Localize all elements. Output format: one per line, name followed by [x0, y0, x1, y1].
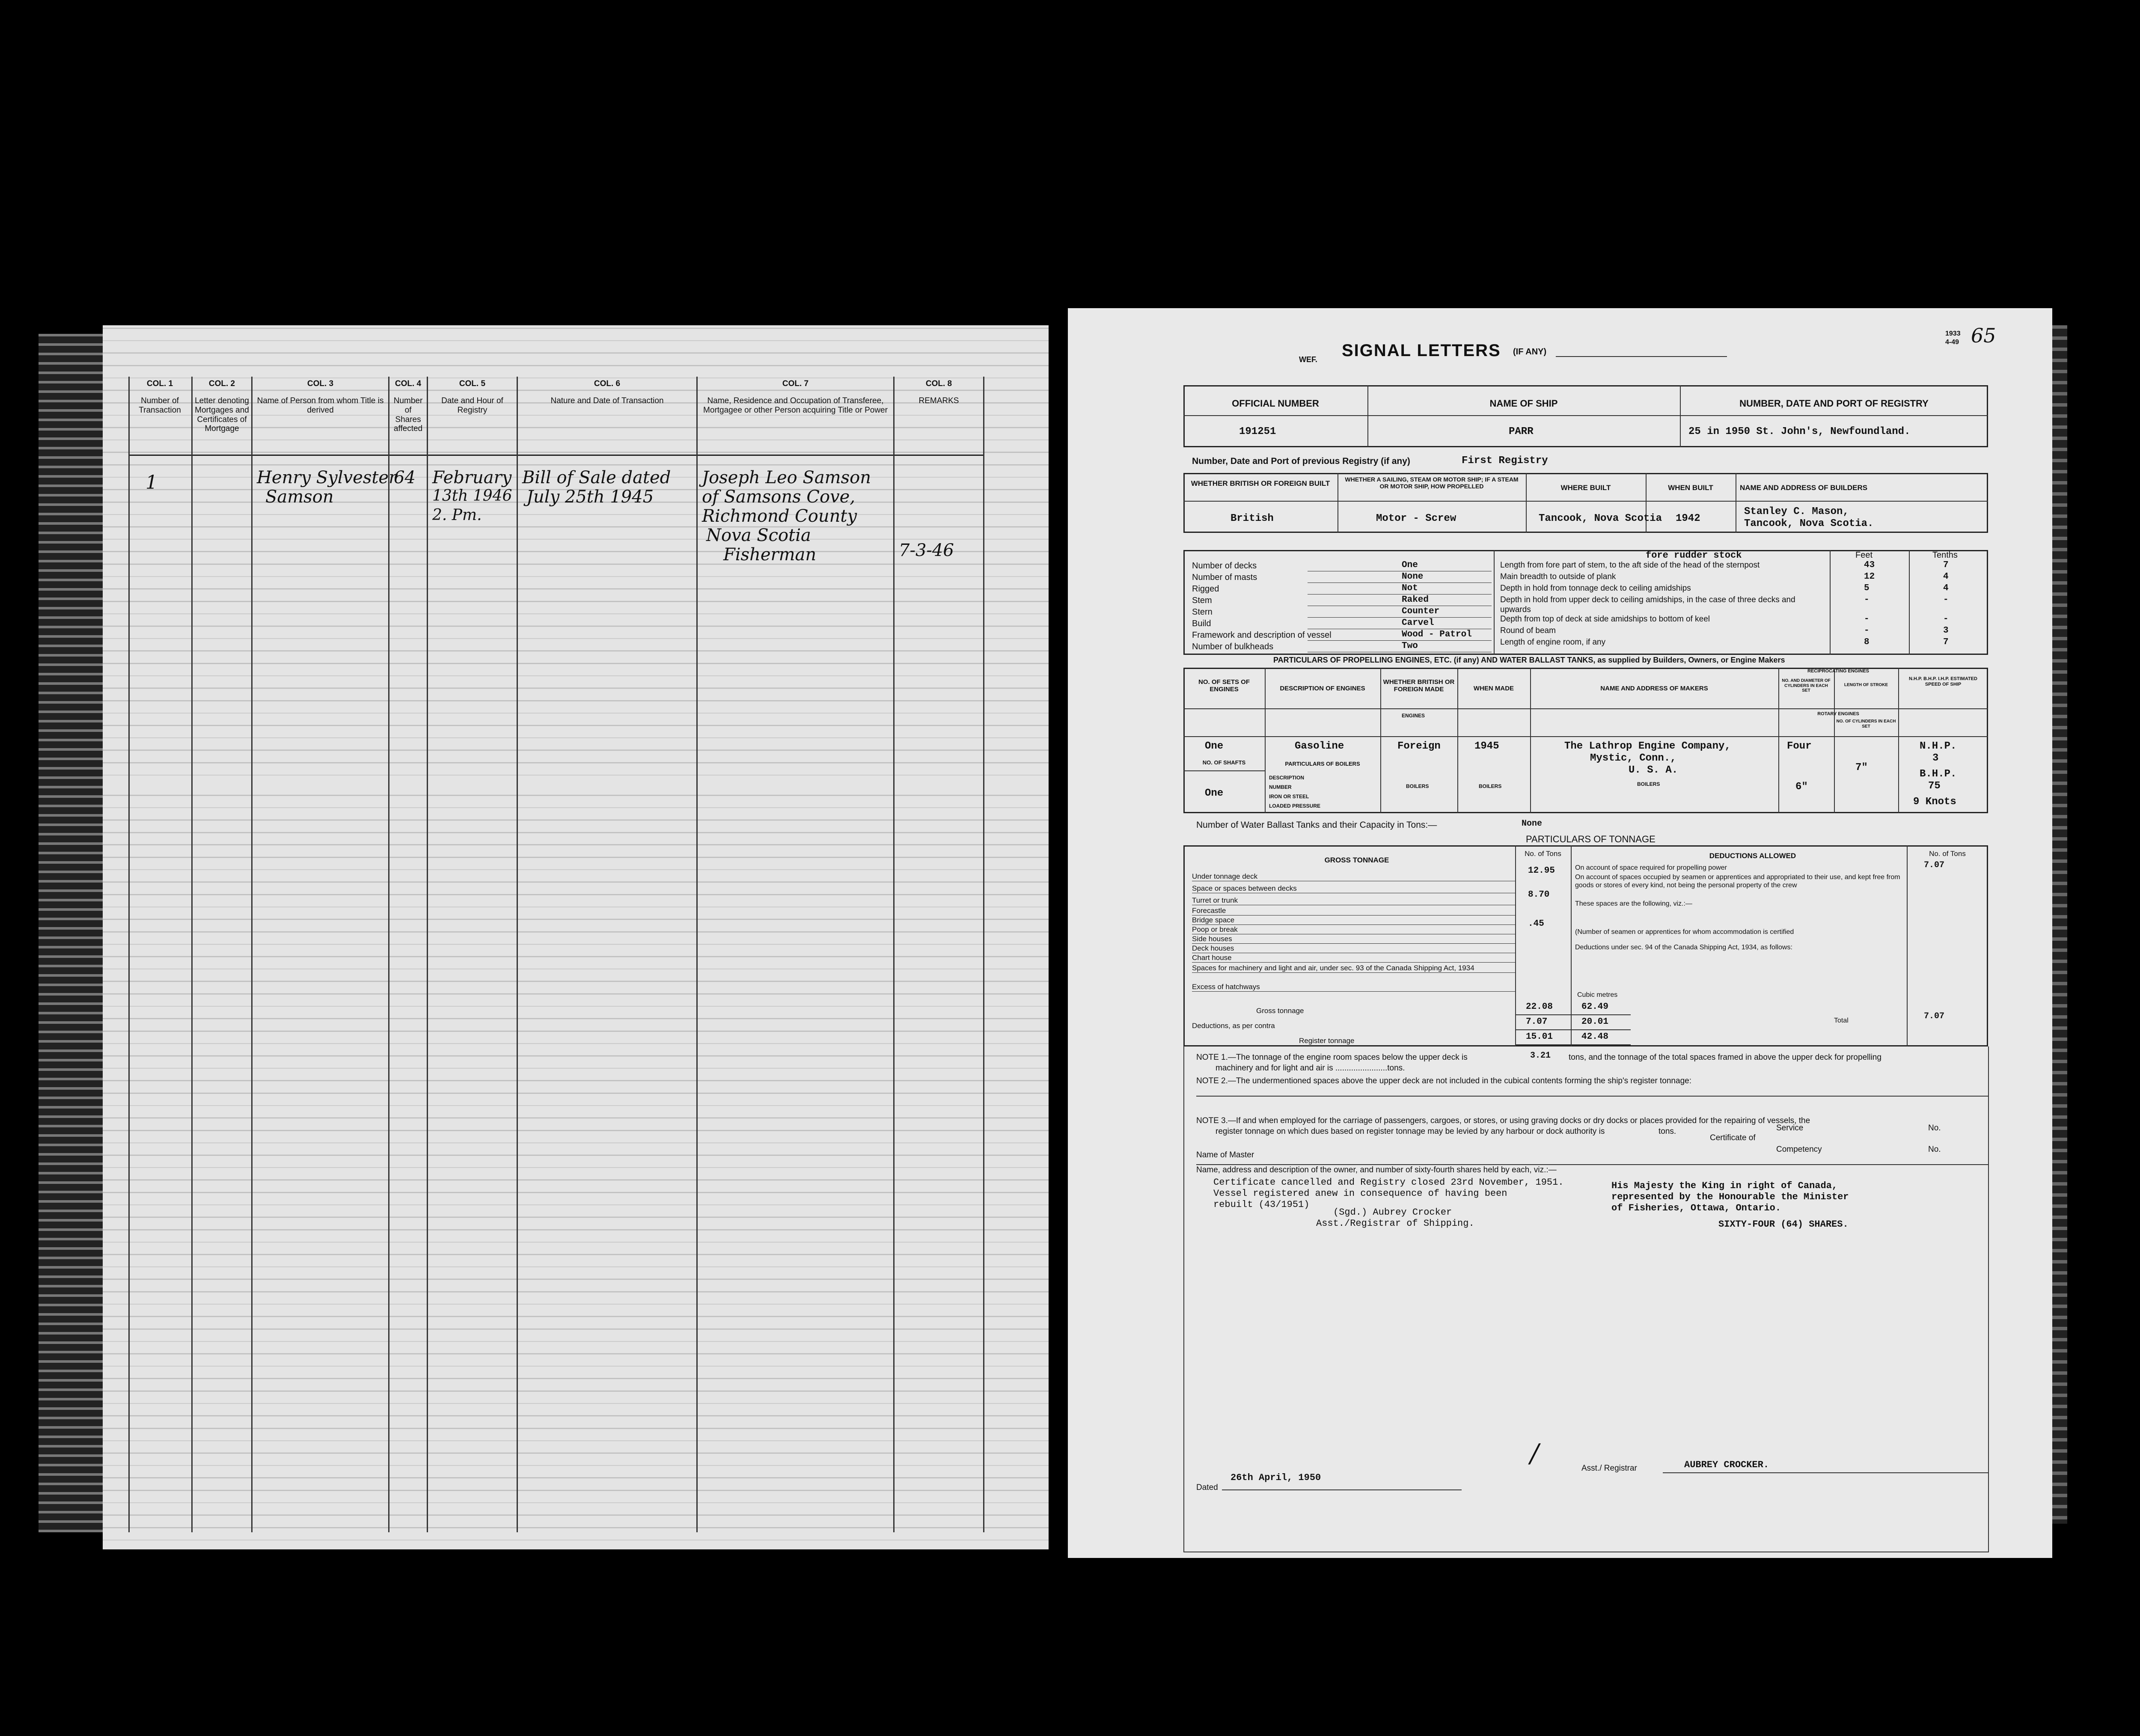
nhp: 3: [1932, 752, 1939, 764]
col5-header: COL. 5 Date and Hour of Registry: [428, 377, 518, 456]
competency-label: Competency: [1776, 1145, 1822, 1154]
ship-name-label: NAME OF SHIP: [1489, 398, 1558, 409]
col1-header: COL. 1 Number of Transaction: [128, 377, 193, 456]
deduction-item: On account of space required for propelling power: [1575, 864, 1727, 871]
row-rule: [1192, 991, 1515, 992]
engines-title: PARTICULARS OF PROPELLING ENGINES, ETC. (if any) AND WATER BALLAST TANKS, as supplied by Builders, Owners, or Engine Makers: [1273, 656, 1785, 664]
dimension-feet: -: [1864, 614, 1870, 624]
engine-when-label: WHEN MADE: [1473, 685, 1514, 692]
particular-value: Two: [1402, 641, 1418, 651]
dimension-label: Depth in hold from upper deck to ceiling amidships, in the case of three decks and upwards: [1500, 595, 1795, 614]
particular-value: Carvel: [1402, 618, 1434, 628]
gross-item-label: Deck houses: [1192, 944, 1234, 952]
deduction-item: These spaces are the following, viz.:—: [1575, 900, 1692, 907]
master-label: Name of Master: [1196, 1150, 1254, 1159]
row-rule: [1192, 915, 1515, 916]
builders-label: NAME AND ADDRESS OF BUILDERS: [1740, 484, 1868, 492]
signal-letters-label: SIGNAL LETTERS: [1342, 341, 1501, 360]
row-rule: [1308, 640, 1492, 641]
dimension-label: Round of beam: [1500, 626, 1556, 635]
transferee-line4: Nova Scotia: [706, 526, 811, 545]
total-metres: 20.01: [1581, 1017, 1609, 1027]
engine-made: Foreign: [1397, 740, 1441, 752]
corner-note-1: 1933: [1945, 330, 1961, 337]
builders-line2: Tancook, Nova Scotia.: [1744, 518, 1874, 529]
gross-item-label: Under tonnage deck: [1192, 872, 1258, 880]
dimension-tenths: 4: [1943, 572, 1949, 582]
deductions-title: DEDUCTIONS ALLOWED: [1709, 852, 1796, 860]
ballast: None: [1522, 819, 1543, 829]
particular-value: Raked: [1402, 595, 1429, 605]
particular-label: Rigged: [1192, 584, 1219, 594]
gross-item-label: Poop or break: [1192, 925, 1238, 933]
total-label: Total: [1834, 1017, 1849, 1024]
engine-description-label: DESCRIPTION OF ENGINES: [1280, 685, 1365, 692]
col8-header: COL. 8 REMARKS: [895, 377, 984, 456]
gross-item-label: Forecastle: [1192, 907, 1226, 915]
particular-label: Stem: [1192, 596, 1212, 605]
gross-item-label: Spaces for machinery and light and air, under sec. 93 of the Canada Shipping Act, 1934: [1192, 964, 1474, 972]
date-line2: 13th 1946: [432, 487, 512, 505]
registrar: AUBREY CROCKER.: [1684, 1460, 1769, 1470]
gross-item-value: 8.70: [1528, 890, 1550, 900]
dimension-tenths: 7: [1943, 637, 1949, 647]
service-no-label: No.: [1928, 1124, 1941, 1133]
boilers-label: PARTICULARS OF BOILERS: [1285, 761, 1360, 767]
row-rule: [1308, 617, 1492, 618]
engines-word: ENGINES: [1402, 713, 1425, 719]
makers-line2: Mystic, Conn.,: [1590, 752, 1676, 764]
total-metres: 42.48: [1581, 1032, 1609, 1042]
deduction-item: Deductions under sec. 94 of the Canada Shipping Act, 1934, as follows:: [1575, 944, 1792, 951]
corner-note-2: 4-49: [1945, 339, 1959, 346]
british-built: British: [1230, 513, 1274, 524]
signal-letters-sub: (IF ANY): [1513, 347, 1547, 357]
registrar-label: Asst./ Registrar: [1581, 1464, 1637, 1473]
dated: 26th April, 1950: [1230, 1472, 1321, 1483]
particular-value: Wood - Patrol: [1402, 630, 1472, 639]
no-of-tons-label-2: No. of Tons: [1929, 850, 1966, 858]
note2: NOTE 2.—The undermentioned spaces above the upper deck are not included in the cubical contents forming the ship's register tonnage:: [1196, 1076, 1691, 1085]
nhp-label: N.H.P.: [1920, 740, 1957, 752]
gross-item-label: Excess of hatchways: [1192, 983, 1260, 991]
signature-mark: /: [1530, 1439, 1539, 1468]
date-line3: 2. Pm.: [432, 506, 482, 524]
boilers-word-2: BOILERS: [1479, 783, 1502, 789]
note3-a: NOTE 3.—If and when employed for the carriage of passengers, cargoes, or stores, or using graving docks or dry docks or places provided for the repairing of vessels, the: [1196, 1116, 1810, 1125]
owner-label: Name, address and description of the owner, and number of sixty-fourth shares held by each, viz.:—: [1196, 1165, 1557, 1174]
date-line1: February: [432, 468, 512, 488]
registry: 25 in 1950 St. John's, Newfoundland.: [1688, 426, 1911, 437]
bhp: 75: [1928, 780, 1941, 792]
certificate-of: Certificate of: [1710, 1133, 1756, 1142]
particular-label: Number of masts: [1192, 573, 1257, 582]
dimension-feet: 12: [1864, 572, 1875, 582]
tons-word: tons.: [1658, 1127, 1676, 1136]
top-mark: WEF.: [1299, 355, 1317, 364]
transferee-line3: Richmond County: [702, 506, 857, 526]
note3-b: register tonnage on which dues based on register tonnage may be levied by any harbour or dock authority is: [1216, 1127, 1605, 1136]
dimension-feet: 5: [1864, 583, 1870, 593]
shares-line: SIXTY-FOUR (64) SHARES.: [1718, 1219, 1849, 1230]
when-built: 1942: [1676, 513, 1700, 524]
cubic-metres-label: Cubic metres: [1577, 991, 1618, 999]
dimension-feet: -: [1864, 626, 1870, 636]
dimension-tenths: 3: [1943, 626, 1949, 636]
british-built-label: WHETHER BRITISH OR FOREIGN BUILT: [1191, 479, 1330, 488]
total-tons: 22.08: [1526, 1002, 1553, 1012]
feet-label: Feet: [1855, 550, 1873, 560]
row-rule: [1515, 1014, 1631, 1015]
col4-header: COL. 4 Number of Shares affected: [389, 377, 428, 456]
row-rule: [1308, 594, 1492, 595]
dimension-feet: 43: [1864, 560, 1875, 570]
makers-line1: The Lathrop Engine Company,: [1564, 740, 1731, 752]
dimension-label: Depth in hold from tonnage deck to ceiling amidships: [1500, 584, 1691, 593]
particular-label: Build: [1192, 619, 1211, 628]
row-rule: [1515, 1029, 1631, 1030]
gross-item-label: Chart house: [1192, 954, 1232, 962]
total-tons: 7.07: [1526, 1017, 1548, 1027]
transaction-line1: Bill of Sale dated: [522, 468, 671, 488]
boiler-row-label: LOADED PRESSURE: [1269, 803, 1321, 809]
competency-no-label: No.: [1928, 1145, 1941, 1154]
note1-b: tons, and the tonnage of the total spaces framed in above the upper deck for propelling: [1569, 1053, 1881, 1062]
remarks: 7-3-46: [899, 541, 954, 560]
cylinders-label: NO. AND DIAMETER OF CYLINDERS IN EACH SET: [1782, 678, 1831, 693]
transferee-line2: of Samsons Cove,: [702, 487, 856, 507]
boiler-row-label: IRON OR STEEL: [1269, 794, 1309, 800]
gross-item-value: .45: [1528, 919, 1544, 929]
gross-item-label: Side houses: [1192, 935, 1232, 943]
engine-sets: One: [1205, 740, 1224, 752]
particular-label: Stern: [1192, 607, 1213, 617]
engine-british-label: WHETHER BRITISH OR FOREIGN MADE: [1383, 678, 1455, 693]
total-row-label: Gross tonnage: [1256, 1007, 1304, 1015]
particular-value: None: [1402, 572, 1424, 582]
col3-header: COL. 3 Name of Person from whom Title is derived: [253, 377, 389, 456]
dimension-label: Length of engine room, if any: [1500, 638, 1606, 647]
previous-registry-label: Number, Date and Port of previous Registry (if any): [1192, 456, 1410, 466]
boiler-row-label: NUMBER: [1269, 784, 1292, 790]
cancel-note-2: Vessel registered anew in consequence of having been: [1213, 1188, 1507, 1199]
cancel-note-5: Asst./Registrar of Shipping.: [1316, 1218, 1474, 1229]
dimension-tenths: -: [1943, 614, 1949, 624]
row-rule: [1192, 943, 1515, 944]
when-built-label: WHEN BUILT: [1668, 484, 1713, 492]
particular-value: One: [1402, 560, 1418, 570]
dimension-feet: 8: [1864, 637, 1870, 647]
speed: 9 Knots: [1913, 796, 1956, 808]
dimension-note: fore rudder stock: [1646, 550, 1742, 561]
rotary-label: ROTARY ENGINES: [1817, 711, 1859, 716]
total-row-label: Register tonnage: [1299, 1037, 1355, 1045]
service-label: Service: [1776, 1124, 1804, 1133]
row-rule: [1192, 962, 1515, 963]
ballast-label: Number of Water Ballast Tanks and their Capacity in Tons:—: [1196, 820, 1437, 830]
dimension-tenths: 4: [1943, 583, 1949, 593]
where-built: Tancook, Nova Scotia: [1539, 513, 1662, 524]
shares-affected: 64: [394, 468, 416, 488]
from-person-line1: Henry Sylvester: [257, 468, 397, 488]
note1-c: machinery and for light and air is .......................tons.: [1216, 1064, 1405, 1073]
total-tons: 15.01: [1526, 1032, 1553, 1042]
owner-line2: represented by the Honourable the Minister: [1611, 1192, 1849, 1202]
shafts-label: NO. OF SHAFTS: [1202, 759, 1246, 766]
from-person-line2: Samson: [265, 487, 334, 507]
power-label: N.H.P. B.H.P. I.H.P. ESTIMATED SPEED OF SHIP: [1909, 676, 1977, 687]
cancel-note-4: (Sgd.) Aubrey Crocker: [1333, 1207, 1452, 1218]
previous-registry: First Registry: [1462, 455, 1548, 467]
stroke-label: LENGTH OF STROKE: [1844, 683, 1888, 687]
row-rule: [1192, 972, 1515, 973]
particular-label: Number of decks: [1192, 561, 1257, 571]
rotary-cyl-label: NO. OF CYLINDERS IN EACH SET: [1836, 719, 1896, 729]
dated-label: Dated: [1196, 1483, 1218, 1492]
gross-item-label: Space or spaces between decks: [1192, 884, 1297, 892]
dimension-tenths: 7: [1943, 560, 1949, 570]
cylinder-diameter: 6": [1795, 781, 1808, 793]
makers-line3: U. S. A.: [1629, 764, 1678, 776]
boilers-word-3: BOILERS: [1637, 781, 1660, 787]
transaction-line2: July 25th 1945: [526, 487, 654, 507]
gross-item-label: Turret or trunk: [1192, 896, 1238, 904]
row-rule: [1192, 924, 1515, 925]
tonnage-title: PARTICULARS OF TONNAGE: [1526, 834, 1656, 844]
gross-item-value: 12.95: [1528, 866, 1555, 876]
ship-name: PARR: [1509, 426, 1534, 437]
where-built-label: WHERE BUILT: [1560, 484, 1611, 492]
cylinders: Four: [1787, 740, 1812, 752]
col7-header: COL. 7 Name, Residence and Occupation of Transferee, Mortgagee or other Person acquiring Title or Power: [698, 377, 895, 456]
gross-item-label: Bridge space: [1192, 916, 1235, 924]
left-ledger-page: [103, 325, 1049, 1549]
transferee-line1: Joseph Leo Samson: [702, 468, 871, 488]
deduction-item: On account of spaces occupied by seamen or apprentices and appropriated to their use, and kept free from goods or stores of every kind, not being the personal property of the crew: [1575, 874, 1900, 889]
registry-label: NUMBER, DATE AND PORT OF REGISTRY: [1739, 398, 1929, 409]
official-number: 191251: [1239, 426, 1276, 437]
propulsion-label: WHETHER A SAILING, STEAM OR MOTOR SHIP; IF A STEAM OR MOTOR SHIP, HOW PROPELLED: [1345, 476, 1519, 490]
dimension-label: Depth from top of deck at side amidships to bottom of keel: [1500, 615, 1710, 624]
cancel-note-1: Certificate cancelled and Registry closed 23rd November, 1951.: [1213, 1177, 1564, 1188]
shafts: One: [1205, 788, 1224, 799]
engine-when: 1945: [1474, 740, 1499, 752]
owner-line3: of Fisheries, Ottawa, Ontario.: [1611, 1203, 1781, 1213]
tenths-label: Tenths: [1932, 550, 1958, 560]
engine-sets-label: NO. OF SETS OF ENGINES: [1198, 678, 1250, 693]
total-metres: 62.49: [1581, 1002, 1609, 1012]
bhp-label: B.H.P.: [1920, 768, 1957, 780]
transferee-line5: Fisherman: [723, 545, 817, 565]
owner-line1: His Majesty the King in right of Canada,: [1611, 1180, 1838, 1191]
particular-value: Not: [1402, 583, 1418, 593]
particular-value: Counter: [1402, 606, 1440, 616]
builders-line1: Stanley C. Mason,: [1744, 506, 1849, 517]
deduction-item: (Number of seamen or apprentices for whom accommodation is certified: [1575, 928, 1794, 936]
col2-header: COL. 2 Letter denoting Mortgages and Certificates of Mortgage: [193, 377, 253, 456]
total-value: 7.07: [1924, 1011, 1945, 1021]
total-row-label: Deductions, as per contra: [1192, 1022, 1275, 1030]
dimension-label: Length from fore part of stem, to the aft side of the head of the sternpost: [1500, 561, 1760, 570]
propulsion: Motor - Screw: [1376, 513, 1456, 524]
stroke: 7": [1855, 762, 1868, 773]
entry-number: 1: [146, 472, 158, 493]
recip-label: RECIPROCATING ENGINES: [1807, 669, 1870, 674]
engine-makers-label: NAME AND ADDRESS OF MAKERS: [1600, 685, 1708, 692]
gross-title: GROSS TONNAGE: [1324, 856, 1389, 864]
right-registry-page: [1068, 308, 2052, 1558]
boiler-row-label: DESCRIPTION: [1269, 775, 1305, 781]
dimension-tenths: -: [1943, 595, 1949, 605]
row-rule: [1515, 1044, 1631, 1045]
deduction-value: 7.07: [1924, 860, 1945, 870]
particular-label: Number of bulkheads: [1192, 642, 1274, 651]
particular-label: Framework and description of vessel: [1192, 630, 1332, 640]
no-of-tons-label: No. of Tons: [1525, 850, 1561, 858]
page-number: 65: [1971, 324, 1996, 347]
boilers-word-1: BOILERS: [1406, 783, 1429, 789]
note1-a: NOTE 1.—The tonnage of the engine room spaces below the upper deck is: [1196, 1053, 1468, 1062]
dimension-feet: -: [1864, 595, 1870, 605]
note1-value: 3.21: [1530, 1051, 1551, 1061]
dimension-label: Main breadth to outside of plank: [1500, 572, 1616, 581]
official-number-label: OFFICIAL NUMBER: [1232, 398, 1319, 409]
cancel-note-3: rebuilt (43/1951): [1213, 1199, 1310, 1210]
engine-description: Gasoline: [1295, 740, 1344, 752]
col6-header: COL. 6 Nature and Date of Transaction: [518, 377, 698, 456]
